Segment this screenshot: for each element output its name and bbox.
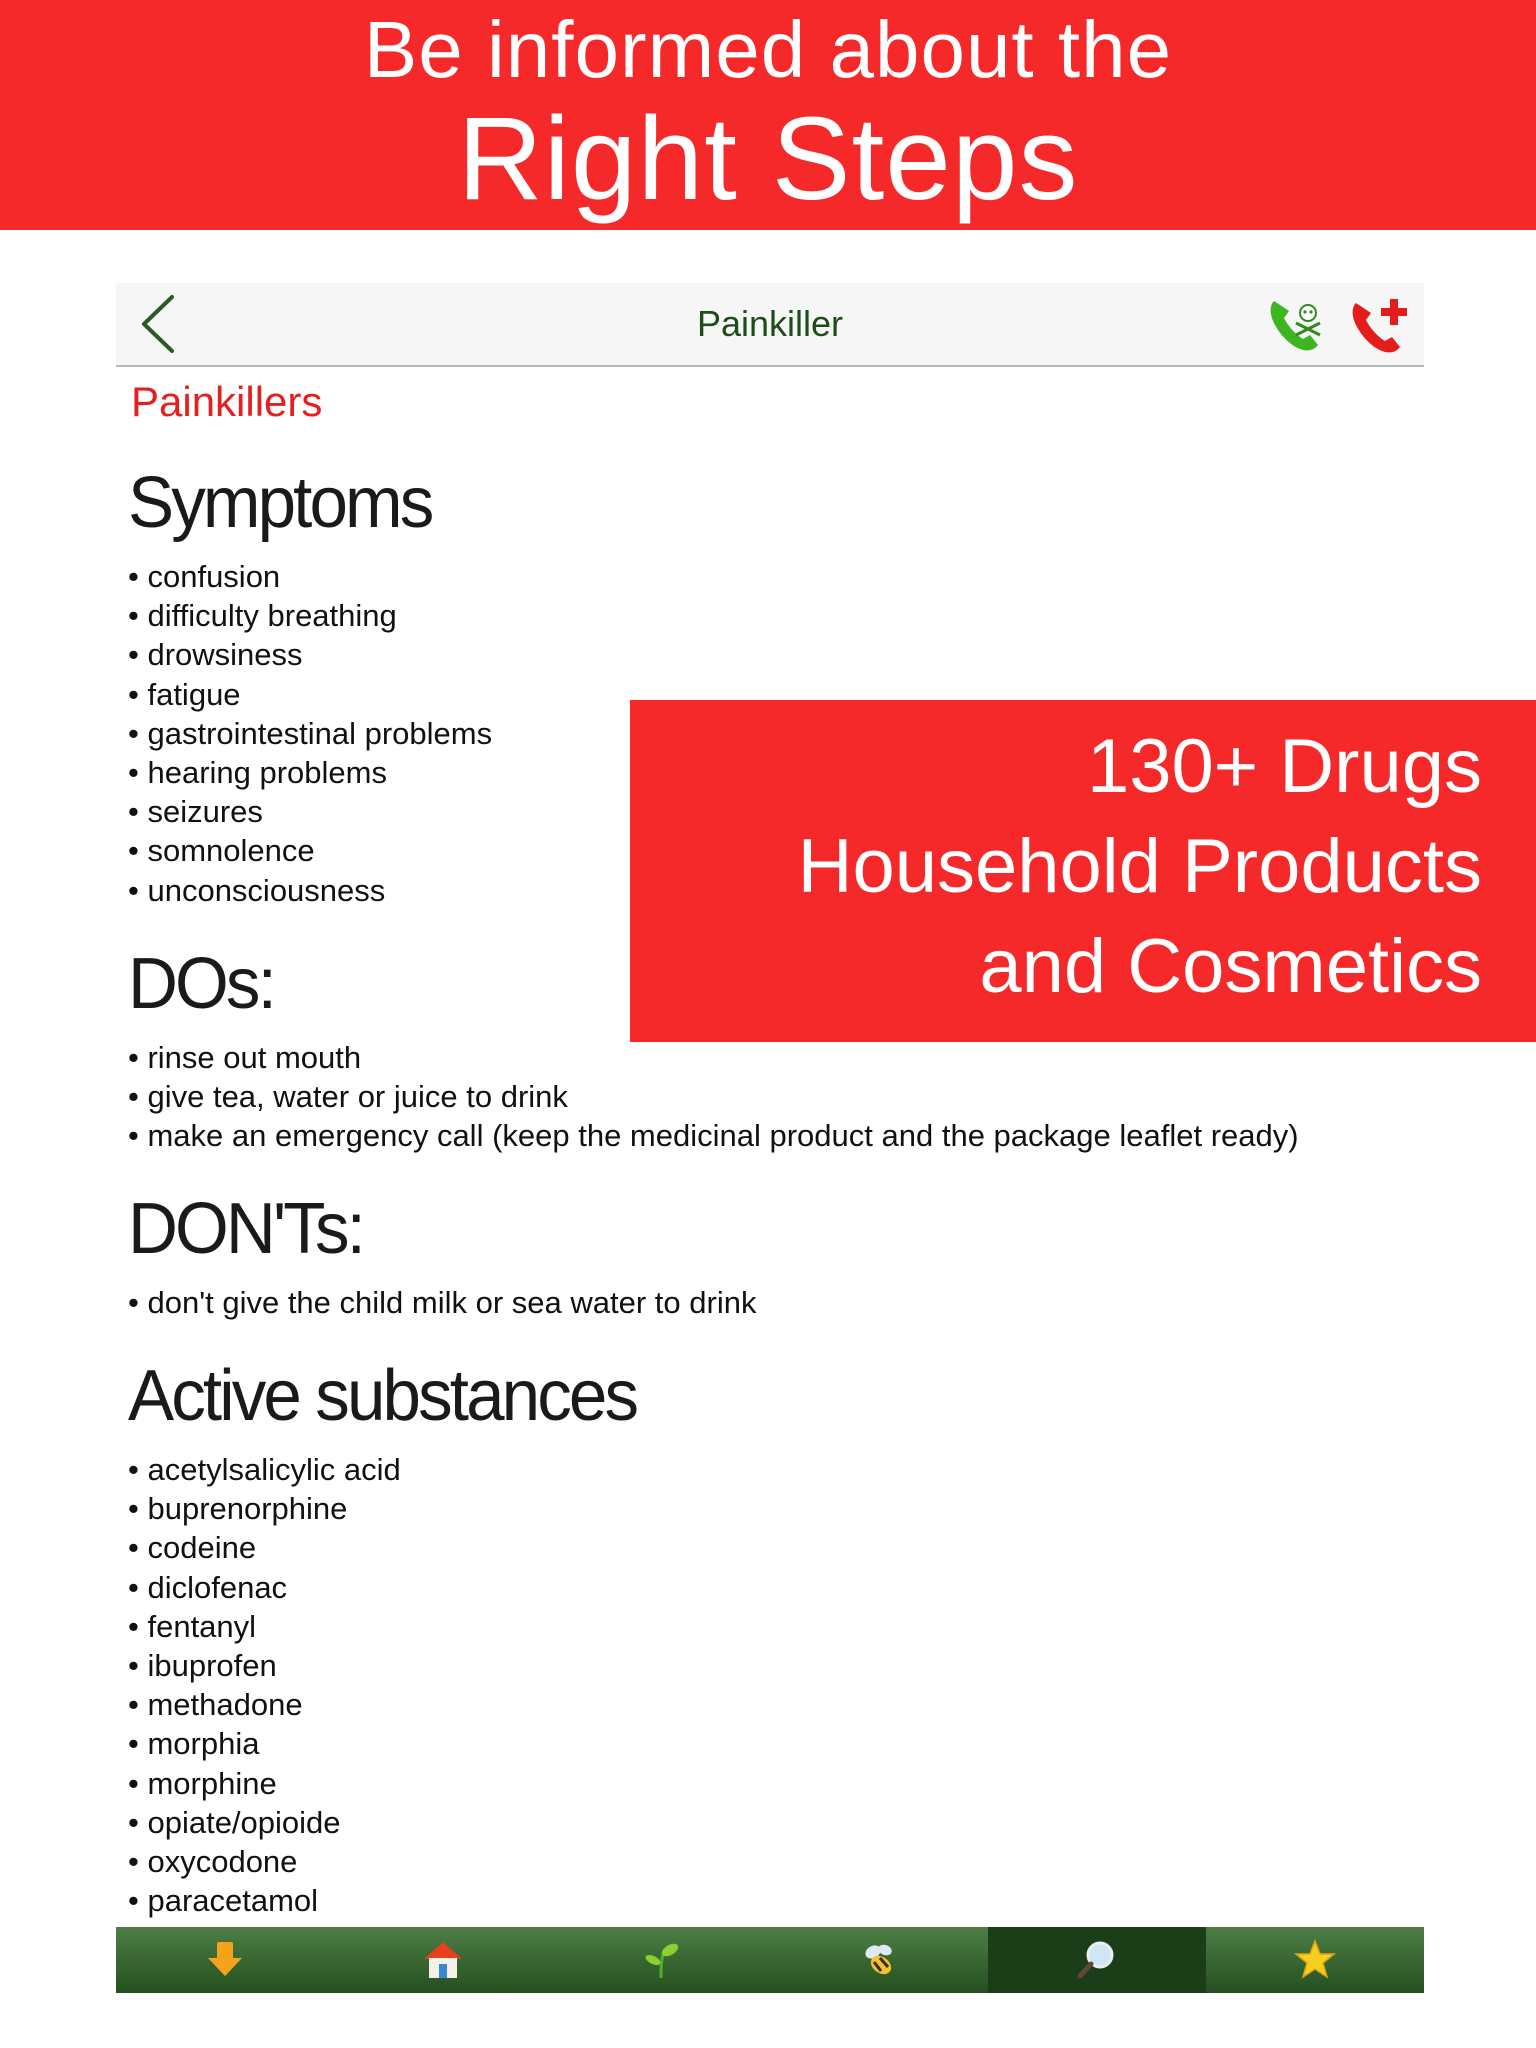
list-item: • fatigue [128,675,492,714]
active-substances-list [128,1450,401,1920]
tab-bar [116,1927,1424,1993]
list-item: • confusion [128,557,492,596]
tab-home[interactable] [334,1927,552,1993]
emergency-call-button[interactable] [1348,293,1412,357]
list-item: • gastrointestinal problems [128,714,492,753]
list-item: • ibuprofen [128,1646,401,1685]
list-item: • give tea, water or juice to drink [128,1077,1299,1116]
bee-icon [857,1938,901,1982]
list-item: • oxycodone [128,1842,401,1881]
list-item: • acetylsalicylic acid [128,1450,401,1489]
emergency-phone-icon [1348,293,1412,357]
magnifier-icon [1075,1938,1119,1982]
donts-list [128,1283,756,1322]
donts-heading: DON'Ts: [128,1189,363,1269]
promo-mid-line3: and Cosmetics [979,924,1482,1009]
home-icon [421,1938,465,1982]
list-item: • hearing problems [128,753,492,792]
list-item: • opiate/opioide [128,1803,401,1842]
promo-headline-line2: Right Steps [457,93,1079,225]
poison-phone-icon [1266,293,1328,355]
list-item: • somnolence [128,831,492,870]
tab-favorites[interactable] [1206,1927,1424,1993]
list-item: • morphia [128,1724,401,1763]
list-item: • paracetamol [128,1881,401,1920]
nav-title: Painkiller [696,303,844,344]
promo-banner-middle [630,700,1536,1042]
list-item: • rinse out mouth [128,1038,1299,1077]
dos-heading: DOs: [128,944,274,1024]
star-icon [1293,1938,1337,1982]
symptoms-heading: Symptoms [128,463,432,543]
tab-plants[interactable] [552,1927,770,1993]
list-item: • don't give the child milk or sea water to drink [128,1283,756,1322]
category-title: Painkillers [131,378,323,425]
list-item: • methadone [128,1685,401,1724]
list-item: • fentanyl [128,1607,401,1646]
poison-control-call-button[interactable] [1266,293,1328,355]
promo-mid-line1: 130+ Drugs [1086,724,1482,809]
download-arrow-icon [203,1938,247,1982]
navigation-bar [116,283,1424,367]
list-item: • morphine [128,1764,401,1803]
list-item: • difficulty breathing [128,596,492,635]
symptoms-list [128,557,492,910]
list-item: • buprenorphine [128,1489,401,1528]
list-item: • diclofenac [128,1568,401,1607]
active-substances-heading: Active substances [128,1356,637,1436]
tab-search[interactable] [988,1927,1206,1993]
promo-banner-top [0,0,1536,230]
list-item: • make an emergency call (keep the medicinal product and the package leaflet ready) [128,1116,1299,1155]
tab-download[interactable] [116,1927,334,1993]
plant-icon [639,1938,683,1982]
tab-insects[interactable] [770,1927,988,1993]
list-item: • drowsiness [128,635,492,674]
promo-headline-line1: Be informed about the [363,5,1173,94]
list-item: • unconsciousness [128,871,492,910]
list-item: • seizures [128,792,492,831]
promo-mid-line2: Household Products [797,824,1482,909]
dos-list [128,1038,1299,1156]
list-item: • codeine [128,1528,401,1567]
